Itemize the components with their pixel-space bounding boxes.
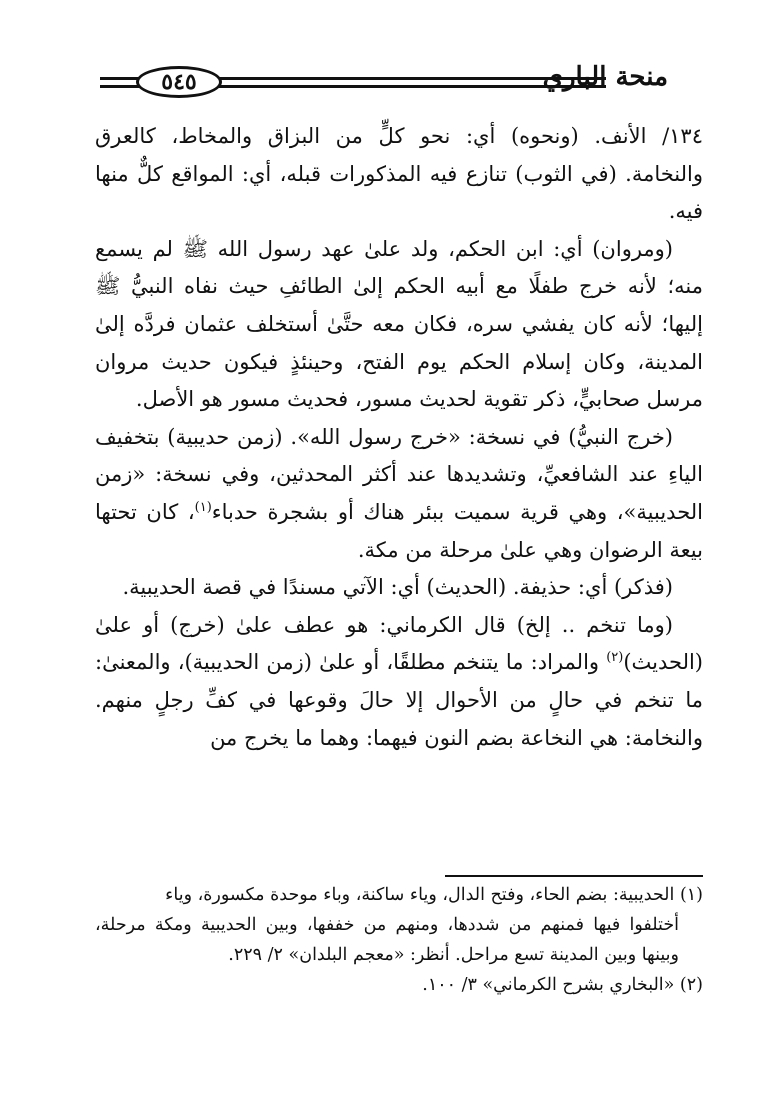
page-number: ٥٤٥ — [136, 66, 222, 98]
footnote-marker-2: (٢) — [606, 650, 624, 666]
footnote-1-continuation: أختلفوا فيها فمنهم من شددها، ومنهم من خففها، وبين الحديبية ومكة مرحلة، وبينها وبين المدينة تسع مراحل. أنظر: «معجم البلدان» ٢/ ٢٢٩. — [95, 915, 679, 965]
main-text — [95, 118, 703, 757]
paragraph: (ومروان) أي: ابن الحكم، ولد علىٰ عهد رسول الله ﷺ لم يسمع منه؛ لأنه خرج طفلًا مع أبيه الحكم إلىٰ الطائفِ حيث نفاه النبيُّ ﷺ إليها؛ لأنه كان يفشي سره، فكان معه حتَّىٰ أستخلف عثمان فردَّه إلىٰ المدينة، وكان إسلام الحكم يوم الفتح، وحينئذٍ فيكون حديث مروان مرسل صحابيٍّ، ذكر تقوية لحديث مسور، فحديث مسور هو الأصل. — [95, 236, 703, 412]
paragraph-text: ، كان تحتها بيعة الرضوان وهي علىٰ مرحلة من مكة. — [95, 499, 703, 562]
running-title: منحة الباري — [542, 62, 668, 92]
paragraph: (فذكر) أي: حذيفة. (الحديث) أي: الآتي مسندًا في قصة الحديبية. — [122, 575, 673, 600]
page-header — [100, 58, 668, 108]
paragraph — [95, 419, 703, 569]
paragraph-text: (خرج النبيُّ) في نسخة: «خرج رسول الله». (زمن حديبية) بتخفيف الياءِ عند الشافعيِّ، وتشديدها عند أكثر المحدثين، وفي نسخة: «زمن الحديبية»، وهي قرية سميت ببئر هناك أو بشجرة حدباء — [95, 424, 703, 524]
paragraph-text: والمراد: ما يتنخم مطلقًا، أو علىٰ (زمن الحديبية)، والمعنىٰ: ما تنخم في حالٍ من الأحوال إلا حالَ وقوعها في كفِّ رجلٍ منهم. والنخامة: هي النخاعة بضم النون فيهما: وهما ما يخرج من — [95, 650, 703, 750]
paragraph — [95, 607, 703, 757]
footnote-marker-1: (١) — [194, 499, 212, 515]
paragraph-text: (وما تنخم .. إلخ) قال الكرماني: هو عطف علىٰ (خرج) أو علىٰ (الحديث) — [95, 612, 703, 675]
footnotes — [95, 880, 703, 1000]
footnote-separator — [445, 875, 703, 877]
footnote-1-line-1: (١) الحديبية: بضم الحاء، وفتح الدال، وياء ساكنة، وباء موحدة مكسورة، وياء — [165, 885, 703, 905]
paragraph: ١٣٤/ الأنف. (ونحوه) أي: نحو كلٍّ من البزاق والمخاط، كالعرق والنخامة. (في الثوب) تنازع فيه المذكورات قبله، أي: المواقع كلٌّ منها فيه. — [95, 124, 703, 224]
footnote-2: (٢) «البخاري بشرح الكرماني» ٣/ ١٠٠. — [422, 975, 703, 995]
